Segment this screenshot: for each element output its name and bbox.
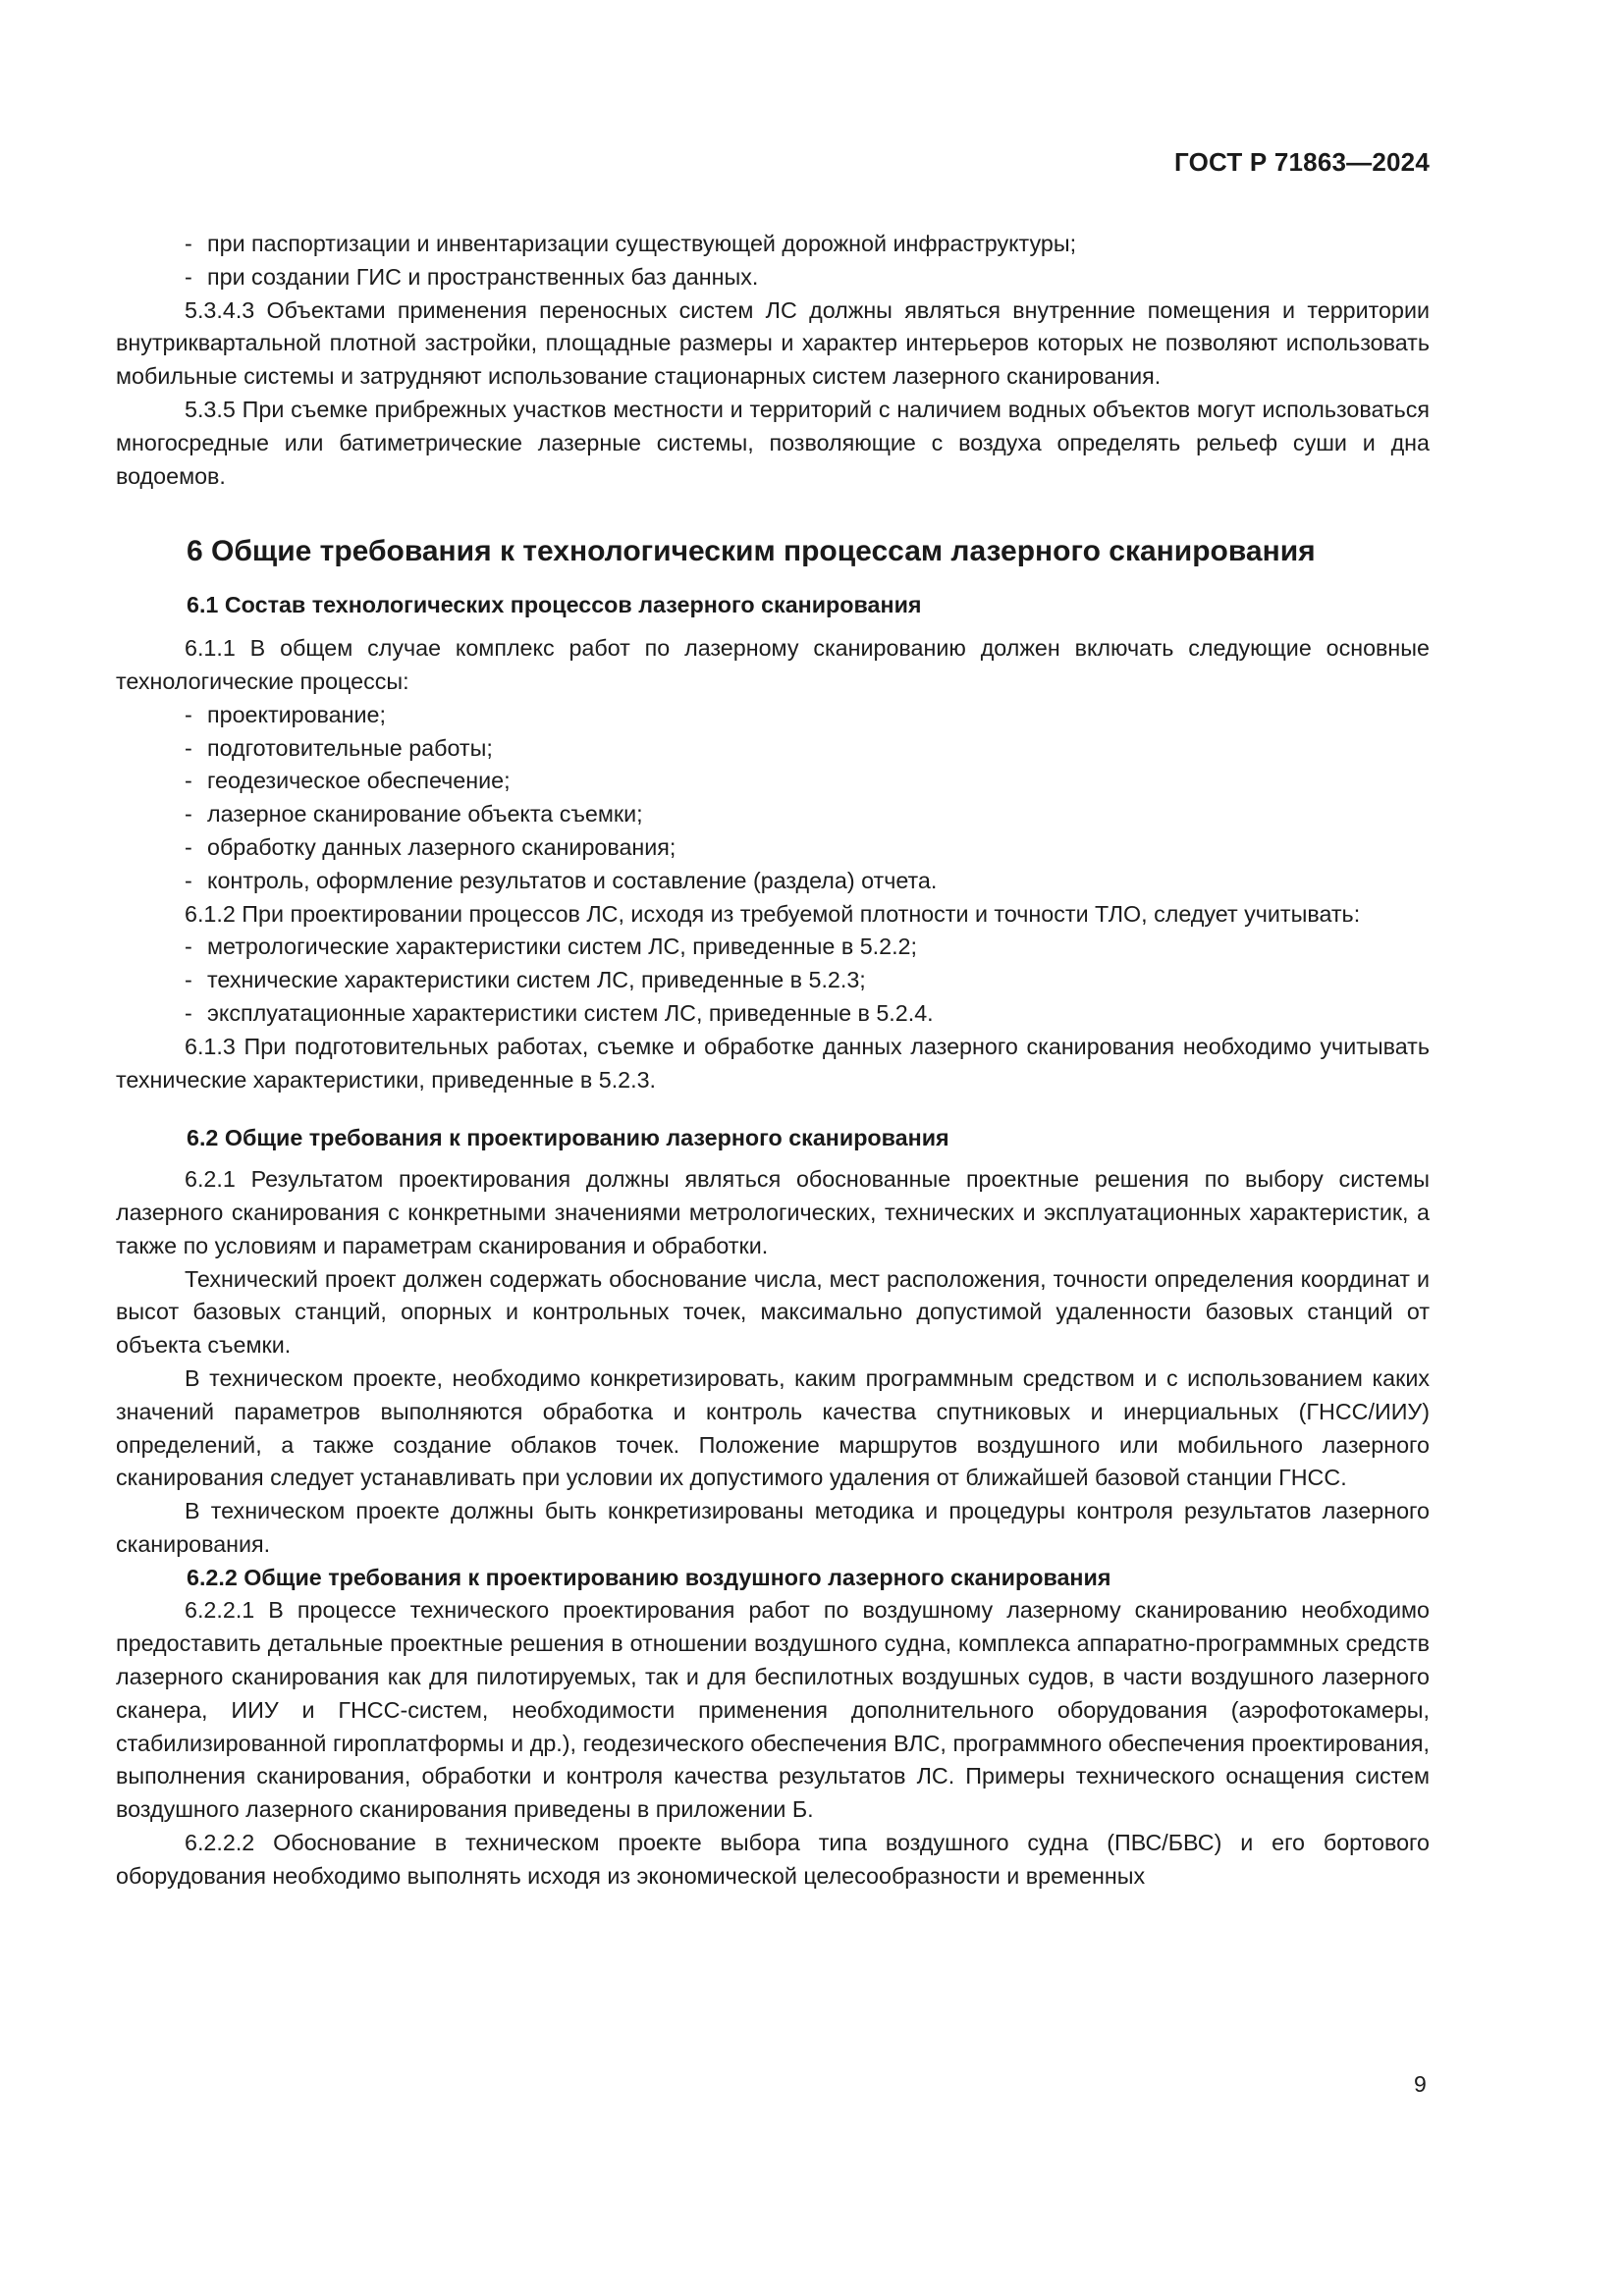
dash-bullet: -	[185, 701, 192, 727]
list-item: - при создании ГИС и пространственных баз данных.	[116, 261, 1430, 294]
list-item: - при паспортизации и инвентаризации существующей дорожной инфраструктуры;	[116, 228, 1430, 261]
paragraph-technical-project-1: Технический проект должен содержать обоснование числа, мест расположения, точности определения координат и высот базовых станций, опорных и контрольных точек, максимально допустимой удаленности базовых станций от объекта съемки.	[116, 1265, 1430, 1359]
dash-bullet: -	[185, 263, 192, 290]
paragraph-technical-project-2: В техническом проекте, необходимо конкретизировать, каким программным средством и с использованием каких значений параметров выполняются обработка и контроль качества спутниковых и инерциальных (ГНСС/ИИУ) определений, а также создание облаков точек. Положение маршрутов воздушного или мобильного лазерного сканирования следует устанавливать при условии их допустимого удаления от ближайшей базовой станции ГНСС.	[116, 1364, 1430, 1491]
document-code-header: ГОСТ Р 71863—2024	[1174, 147, 1430, 177]
dash-bullet: -	[185, 867, 192, 893]
section-6-heading: 6 Общие требования к технологическим процессам лазерного сканирования	[187, 535, 1316, 568]
dash-bullet: -	[185, 999, 192, 1026]
paragraph-6-2-2-2: 6.2.2.2 Обоснование в техническом проекте выбора типа воздушного судна (ПВС/БВС) и его бортового оборудования необходимо выполнять исходя из экономической целесообразности и временных	[116, 1830, 1430, 1889]
paragraph-technical-project-3: В техническом проекте должны быть конкретизированы методика и процедуры контроля результатов лазерного сканирования.	[116, 1498, 1430, 1557]
dash-bullet: -	[185, 231, 192, 256]
list-item: - лазерное сканирование объекта съемки;	[116, 798, 1430, 831]
page-number: 9	[1414, 2071, 1427, 2097]
document-body	[116, 228, 1430, 1894]
list-item: - подготовительные работы;	[116, 732, 1430, 766]
paragraph-6-1-1: 6.1.1 В общем случае комплекс работ по лазерному сканированию должен включать следующие основные технологические процессы:	[116, 635, 1430, 694]
dash-bullet: -	[185, 734, 192, 761]
paragraph-5-3-4-3: 5.3.4.3 Объектами применения переносных систем ЛС должны являться внутренние помещения и территории внутриквартальной плотной застройки, площадные размеры и характер интерьеров которых не позволяют использовать мобильные системы и затрудняют использование стационарных систем лазерного сканирования.	[116, 296, 1430, 390]
dash-bullet: -	[185, 833, 192, 860]
paragraph-5-3-5: 5.3.5 При съемке прибрежных участков местности и территорий с наличием водных объектов могут использоваться многосредные или батиметрические лазерные системы, позволяющие с воздуха определять рельеф суши и дна водоемов.	[116, 396, 1430, 489]
dash-bullet: -	[185, 768, 192, 794]
list-item: - эксплуатационные характеристики систем ЛС, приведенные в 5.2.4.	[116, 997, 1430, 1031]
list-item: - геодезическое обеспечение;	[116, 765, 1430, 798]
dash-bullet: -	[185, 934, 192, 960]
paragraph-6-2-1: 6.2.1 Результатом проектирования должны являться обоснованные проектные решения по выбору системы лазерного сканирования с конкретными значениями метрологических, технических и эксплуатационных характеристик, а также по условиям и параметрам сканирования и обработки.	[116, 1166, 1430, 1258]
list-item: - метрологические характеристики систем ЛС, приведенные в 5.2.2;	[116, 931, 1430, 964]
paragraph-6-1-2: 6.1.2 При проектировании процессов ЛС, исходя из требуемой плотности и точности ТЛО, следует учитывать:	[185, 900, 1361, 927]
section-6-2-2-heading: 6.2.2 Общие требования к проектированию воздушного лазерного сканирования	[187, 1564, 1111, 1590]
paragraph-6-1-3: 6.1.3 При подготовительных работах, съемке и обработке данных лазерного сканирования необходимо учитывать технические характеристики, приведенные в 5.2.3.	[116, 1033, 1430, 1093]
section-6-2-heading: 6.2 Общие требования к проектированию лазерного сканирования	[187, 1125, 949, 1151]
list-item: - проектирование;	[116, 699, 1430, 732]
section-6-1-heading: 6.1 Состав технологических процессов лазерного сканирования	[187, 592, 922, 618]
dash-bullet: -	[185, 967, 192, 993]
paragraph-6-2-2-1: 6.2.2.1 В процессе технического проектирования работ по воздушному лазерному сканированию необходимо предоставить детальные проектные решения в отношении воздушного судна, комплекса аппаратно-программных средств лазерного сканирования как для пилотируемых, так и для беспилотных воздушных судов, в части воздушного лазерного сканера, ИИУ и ГНСС-систем, необходимости применения дополнительного оборудования (аэрофотокамеры, стабилизированной гироплатформы и др.), геодезического обеспечения ВЛС, программного обеспечения проектирования, выполнения сканирования, обработки и контроля качества результатов ЛС. Примеры технического оснащения систем воздушного лазерного сканирования приведены в приложении Б.	[116, 1597, 1430, 1823]
list-item: - обработку данных лазерного сканирования;	[116, 831, 1430, 865]
dash-bullet: -	[185, 801, 192, 828]
list-item: - технические характеристики систем ЛС, приведенные в 5.2.3;	[116, 964, 1430, 997]
list-item: - контроль, оформление результатов и составление (раздела) отчета.	[116, 865, 1430, 898]
